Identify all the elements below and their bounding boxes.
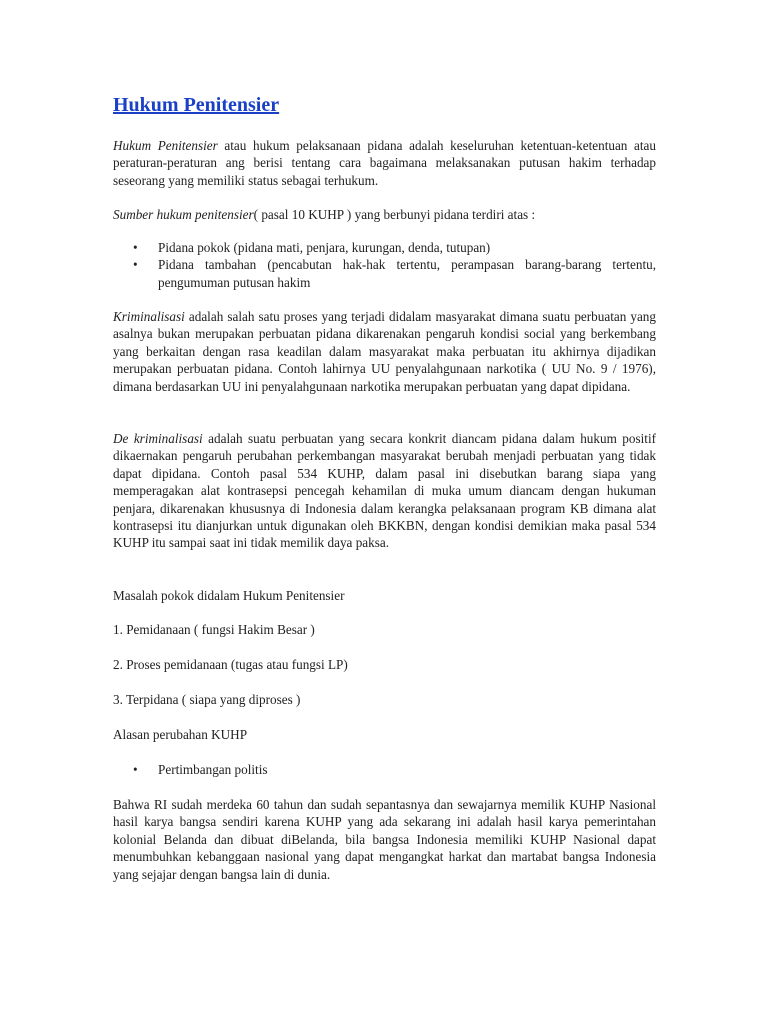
paragraph-definition	[113, 137, 656, 189]
list-item-text: Pertimbangan politis	[158, 762, 268, 777]
page-title[interactable]: Hukum Penitensier	[113, 94, 280, 116]
paragraph-masalah-pokok: Masalah pokok didalam Hukum Penitensier	[113, 588, 345, 603]
paragraph-de-kriminalisasi	[113, 430, 656, 552]
paragraph-kriminalisasi	[113, 308, 656, 395]
list-item-text: Pidana tambahan (pencabutan hak-hak tertentu, perampasan barang-barang tertentu, pengumuman putusan hakim	[158, 257, 656, 290]
list-item	[113, 256, 656, 291]
term-hukum-penitensier: Hukum Penitensier	[113, 138, 218, 153]
term-sumber-hukum: Sumber hukum penitensier	[113, 207, 254, 222]
term-de-kriminalisasi: De kriminalisasi	[113, 431, 203, 446]
pidana-list	[113, 239, 656, 291]
paragraph-bahwa-ri: Bahwa RI sudah merdeka 60 tahun dan sudah sepantasnya dan sewajarnya memilik KUHP Nasional hasil karya bangsa sendiri karena KUHP yang ada sekarang ini adalah hasil karya pemerintahan kolonial Belanda dan dibuat diBelanda, bila bangsa Indonesia memiliki KUHP Nasional dapat menumbuhkan kebanggaan nasional yang dapat mengangkat harkat dan martabat bangsa Indonesia yang sejajar dengan bangsa lain di dunia.	[113, 797, 656, 882]
numbered-item-1: 1. Pemidanaan ( fungsi Hakim Besar )	[113, 622, 315, 637]
list-item	[113, 761, 656, 778]
paragraph-sumber	[113, 206, 656, 223]
alasan-list	[113, 761, 656, 778]
paragraph-alasan-perubahan: Alasan perubahan KUHP	[113, 727, 248, 742]
kriminalisasi-text: adalah salah satu proses yang terjadi didalam masyarakat dimana suatu perbuatan yang asalnya bukan merupakan perbuatan pidana dikarenakan pengaruh kondisi social yang berkembang yang berkaitan dengan rasa keadilan dalam masyarakat maka perbuatan itu akhirnya dijadikan merupakan perbuatan pidana. Contoh lahirnya UU penyalahgunaan narkotika ( UU No. 9 / 1976), dimana berdasarkan UU ini penyalahgunaan narkotika merupakan perbuatan yang dapat dipidana.	[113, 309, 656, 394]
sumber-text: ( pasal 10 KUHP ) yang berbunyi pidana terdiri atas :	[253, 207, 536, 222]
bullet-icon: •	[133, 257, 138, 273]
list-item	[113, 239, 656, 256]
term-kriminalisasi: Kriminalisasi	[113, 309, 185, 324]
bullet-icon: •	[133, 762, 138, 777]
numbered-item-2: 2. Proses pemidanaan (tugas atau fungsi LP)	[113, 657, 348, 672]
de-kriminalisasi-text: adalah suatu perbuatan yang secara konkrit diancam pidana dalam hukum positif dikaernakan pengaruh perubahan perkembangan masyarakat berubah menjadi perbuatan yang tidak dapat dipidana. Contoh pasal 534 KUHP, dalam pasal ini disebutkan barang siapa yang memperagakan alat kontrasepsi pencegah kehamilan di muka umum diancam dengan hukuman penjara, dikarenakan khususnya di Indonesia dalam kerangka pelaksanaan program KB dimana alat kontrasepsi itu dianjurkan untuk digunakan oleh BKKBN, dengan kondisi demikian maka pasal 534 KUHP itu sampai saat ini tidak memilik daya paksa.	[113, 431, 656, 551]
definition-text: atau hukum pelaksanaan pidana adalah keseluruhan ketentuan-ketentuan atau peraturan-peraturan ang berisi tentang cara bagaimana melaksanakan putusan hakim terhadap seseorang yang memiliki status sebagai terhukum.	[113, 138, 656, 188]
numbered-item-3: 3. Terpidana ( siapa yang diproses )	[113, 692, 301, 707]
bullet-icon: •	[133, 240, 138, 255]
list-item-text: Pidana pokok (pidana mati, penjara, kurungan, denda, tutupan)	[158, 240, 491, 255]
